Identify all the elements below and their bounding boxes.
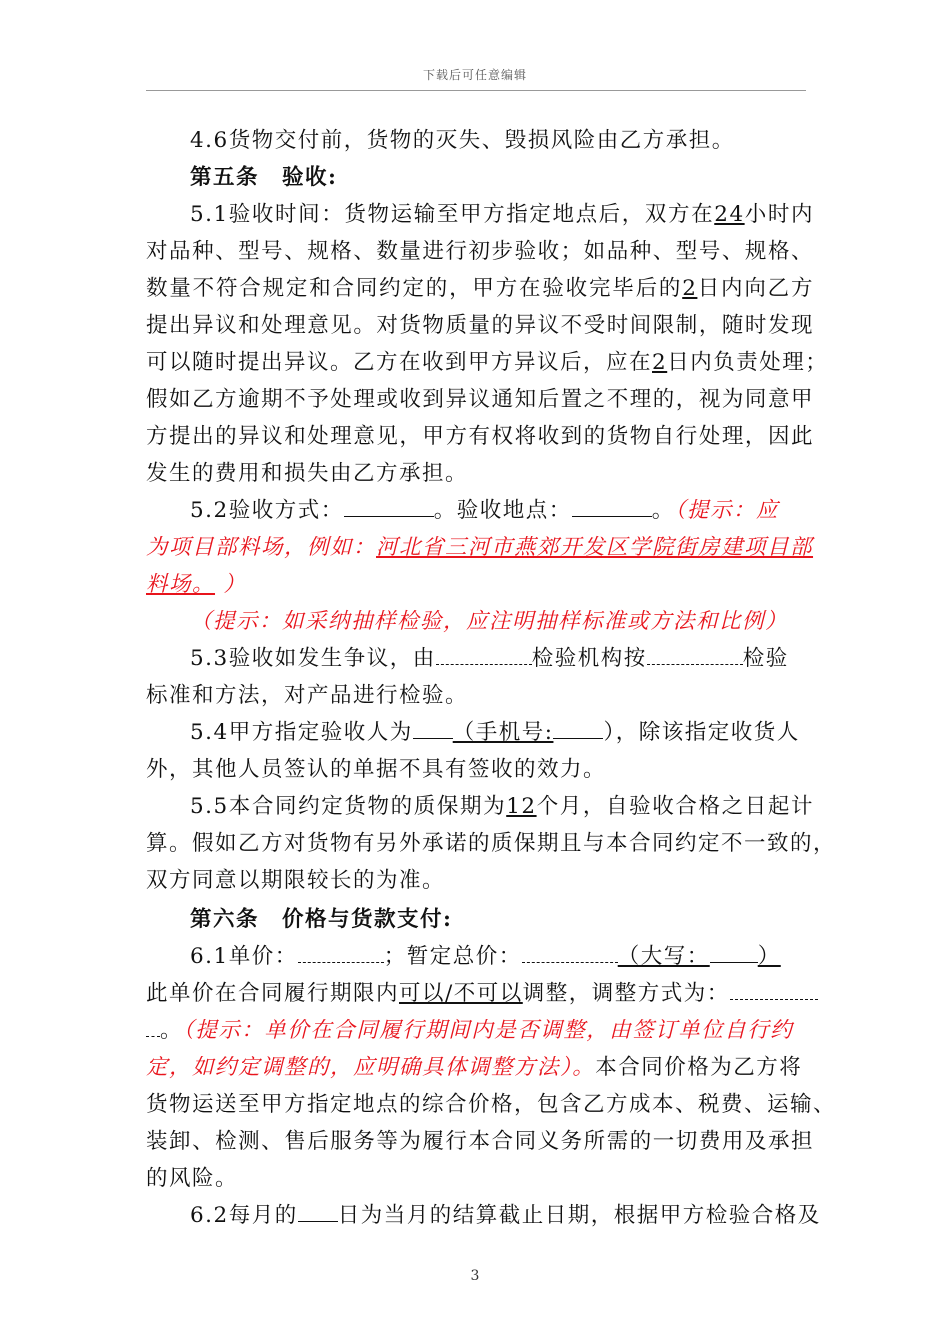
sampling-hint: （提示：如采纳抽样检验，应注明抽样标准或方法和比例） — [190, 609, 789, 634]
clause-5-5-line: 5.5本合同约定货物的质保期为12个月，自验收合格之日起计 — [190, 794, 814, 819]
standard-blank[interactable] — [647, 642, 743, 665]
clause-6-1-line: 货物运送至甲方指定地点的综合价格，包含乙方成本、税费、运输、 — [146, 1092, 837, 1117]
clause-4-6: 4.6货物交付前，货物的灭失、毁损风险由乙方承担。 — [190, 128, 735, 153]
clause-5-3-line: 标准和方法，对产品进行检验。 — [146, 683, 469, 708]
article-5-title: 第五条 验收: — [190, 165, 338, 190]
total-price-blank[interactable] — [522, 940, 618, 963]
inspector-blank[interactable] — [413, 716, 453, 739]
days-value: 2 — [652, 350, 668, 375]
clause-5-1-line: 发生的费用和损失由乙方承担。 — [146, 461, 469, 486]
clause-6-2-line: 6.2每月的 日为当月的结算截止日期，根据甲方检验合格及 — [146, 1197, 814, 1234]
clause-5-1-line: 可以随时提出异议。乙方在收到甲方异议后，应在2日内负责处理； — [146, 350, 829, 375]
clause-5-2-line: 为项目部料场，例如：河北省三河市燕郊开发区学院街房建项目部 — [146, 535, 814, 560]
clause-5-1-line: 数量不符合规定和合同约定的，甲方在验收完毕后的2日内向乙方 — [146, 276, 814, 301]
clause-6-1-line: 装卸、检测、售后服务等为履行本合同义务所需的一切费用及承担 — [146, 1129, 814, 1154]
total-in-words-blank[interactable] — [710, 940, 758, 963]
document-body — [146, 122, 837, 1234]
page-header: 下载后可任意编辑 — [422, 68, 527, 82]
example-location: 河北省三河市燕郊开发区学院街房建项目部 — [376, 535, 814, 560]
header-divider — [146, 90, 806, 91]
clause-5-1-line: 5.1验收时间：货物运输至甲方指定地点后，双方在24小时内 — [190, 202, 814, 227]
clause-5-4-line: 5.4甲方指定验收人为 （手机号: ），除该指定收货人 — [146, 714, 814, 751]
clause-5-1-line: 提出异议和处理意见。对货物质量的异议不受时间限制，随时发现 — [146, 313, 814, 338]
clause-5-1-line: 假如乙方逾期不予处理或收到异议通知后置之不理的，视为同意甲 — [146, 387, 814, 412]
clause-5-5-line: 算。假如乙方对货物有另外承诺的质保期且与本合同约定不一致的， — [146, 831, 837, 856]
inspection-location-blank[interactable] — [572, 494, 652, 517]
hours-value: 24 — [714, 202, 745, 227]
clause-6-1-line: 的风险。 — [146, 1166, 239, 1191]
days-value: 2 — [682, 276, 698, 301]
warranty-months: 12 — [506, 794, 537, 819]
clause-5-1-line: 对品种、型号、规格、数量进行初步验收；如品种、型号、规格、 — [146, 239, 814, 264]
inspection-method-blank[interactable] — [344, 494, 434, 517]
clause-5-4-line: 外，其他人员签认的单据不具有签收的效力。 — [146, 757, 607, 782]
unit-price-blank[interactable] — [298, 940, 384, 963]
clause-5-2-line: 料场。 ） — [146, 572, 247, 597]
phone-blank[interactable] — [553, 716, 603, 739]
adjust-method-blank[interactable] — [730, 977, 818, 1000]
clause-6-1-line: 定，如约定调整的，应明确具体调整方法）。本合同价格为乙方将 — [146, 1055, 803, 1080]
cutoff-day-blank[interactable] — [298, 1199, 338, 1222]
clause-5-5-line: 双方同意以期限较长的为准。 — [146, 868, 446, 893]
clause-5-3-line: 5.3验收如发生争议，由 检验机构按 检验 — [146, 640, 814, 677]
clause-6-1-line: 。（提示：单价在合同履行期间内是否调整，由签订单位自行约 — [146, 1012, 814, 1049]
page-number: 3 — [470, 1268, 480, 1284]
hint-text: （提示：应 — [674, 498, 779, 523]
adjustable-option: 可以/不可以 — [399, 981, 523, 1006]
clause-5-1-line: 方提出的异议和处理意见，甲方有权将收到的货物自行处理，因此 — [146, 424, 814, 449]
clause-6-1-line: 6.1单价： ；暂定总价： （大写： ） — [146, 938, 814, 975]
adjust-method-blank-cont — [146, 1014, 160, 1037]
agency-blank[interactable] — [436, 642, 532, 665]
article-6-title: 第六条 价格与货款支付: — [190, 907, 453, 932]
clause-5-2-line: 5.2验收方式： 。验收地点： 。（提示：应 — [146, 492, 814, 529]
clause-6-1-line: 此单价在合同履行期限内可以/不可以调整，调整方式为： — [146, 975, 814, 1012]
